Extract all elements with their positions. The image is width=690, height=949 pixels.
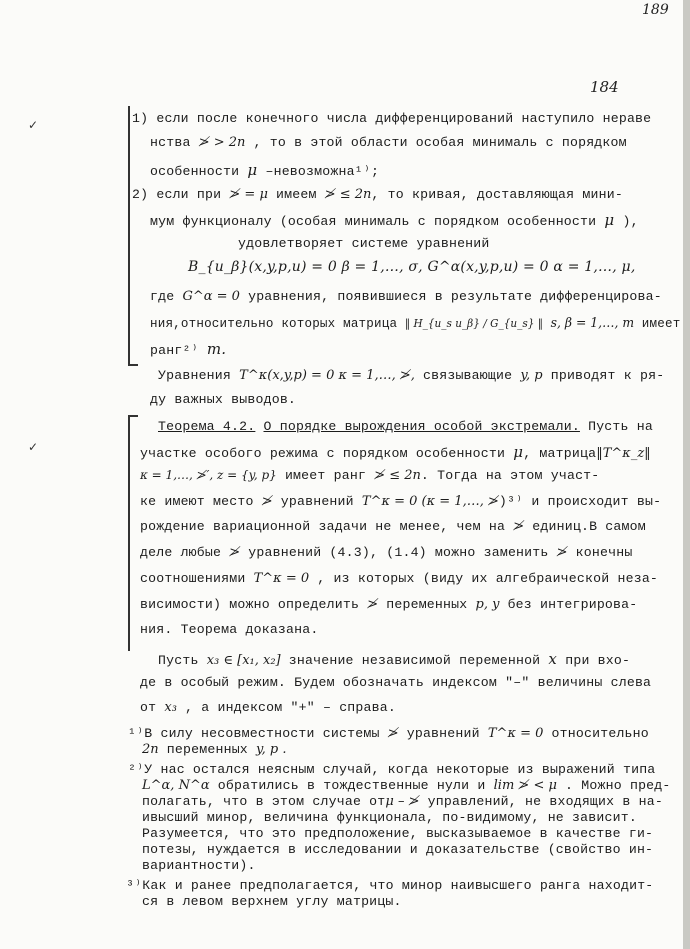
footnote-line: L^α, N^α обратились в тождественные нули и lim ≯ < μ . Можно пред- [142,778,671,793]
formula: T^κ = 0 [253,571,310,586]
formula: μ – ≯ [385,794,420,809]
footnote-line: ²⁾У нас остался неясным случай, когда некоторые из выражений типа [128,762,656,777]
formula: p, y [475,597,500,612]
formula: s, β = 1,…, m [550,316,635,331]
theorem-bracket [128,415,130,651]
text-line: Уравнения T^κ(x,y,p) = 0 κ = 1,…, ≯, связывающие y, p приводят к ря- [158,368,665,383]
text-line: ния. Теорема доказана. [140,622,319,637]
text-line: ду важных выводов. [150,392,297,407]
text-line: ке имеют место ≯ уравнений T^κ = 0 (κ = 1,…, ≯)³⁾ и происходит вы- [140,494,662,509]
formula: ≯ [261,494,273,509]
formula: ≯ [513,519,525,534]
footnote-line: ³⁾Как и ранее предполагается, что минор наивысшего ранга находит- [126,878,654,893]
formula: G^α = 0 [182,289,240,304]
margin-bracket-foot [128,364,138,366]
formula: ≯ = μ [229,187,268,202]
formula: m. [206,340,227,358]
formula: ‖ H_{u_s u_β} / G_{u_s} ‖ [404,317,543,330]
margin-bracket [128,106,130,366]
formula: ≯ > 2n [198,135,246,150]
formula: ≯ ≤ 2n [324,187,372,202]
equation: B_{u_β}(x,y,p,u) = 0 β = 1,…, σ, G^α(x,y,p,u) = 0 α = 1,…, μ, [188,259,636,275]
formula: y, p [520,368,543,383]
text-line: Пусть x₃ ∈ [x₁, x₂] значение независимой переменной x при вхо- [158,650,631,668]
text-line: де в особый режим. Будем обозначать индексом "–" величины слева [140,675,652,690]
formula: ≯ [556,545,568,560]
theorem-heading: Теорема 4.2. О порядке вырождения особой экстремали. Пусть на [158,419,653,434]
footnote-line: Разумеется, что это предположение, высказываемое в качестве ги- [142,826,654,841]
text-line: нства ≯ > 2n , то в этой области особая минималь с порядком [150,135,627,150]
text-line: удовлетворяет системе уравнений [238,236,490,251]
footnote-line: ивысший минор, величина функционала, по-видимому, не зависит. [142,810,637,825]
formula: T^κ(x,y,p) = 0 κ = 1,…, ≯, [239,368,415,383]
text-line: мум функционалу (особая минималь с порядком особенности μ ), [150,211,639,229]
footnote-line: ¹⁾В силу несовместности системы ≯ уравнений T^κ = 0 относительно [128,726,649,741]
text-line: где G^α = 0 уравнения, появившиеся в результате дифференцирова- [150,289,662,304]
formula: μ [513,443,524,461]
formula: ≯ [367,597,379,612]
formula: ≯ [387,726,399,741]
formula: y, p . [256,742,287,757]
footnote-line: 2n переменных y, p . [142,742,287,757]
formula: ‖T^κ_z‖ [596,446,651,461]
page-number: 184 [590,78,619,96]
theorem-bracket-top [128,415,138,417]
text-line: от x₃ , а индексом "+" – справа. [140,700,396,715]
text-line: соотношениями T^κ = 0 , из которых (виду их алгебраической неза- [140,571,659,586]
formula: κ = 1,…, ≯′, z = {y, p} [140,468,277,482]
formula: x [548,650,558,668]
footnote-line: вариантности). [142,858,256,873]
formula: x₃ ∈ [x₁, x₂] [206,653,281,668]
text-line: участке особого режима с порядком особенности μ, матрица‖T^κ_z‖ [140,443,651,461]
formula: 2n [142,742,159,757]
formula: μ [247,161,258,179]
page-edge [683,0,690,949]
formula: μ [604,211,615,229]
text-line: висимости) можно определить ≯ переменных p, y без интегрирова- [140,597,638,612]
text-line: 2) если при ≯ = μ имеем ≯ ≤ 2n, то кривая, доставляющая мини- [132,187,623,202]
text-line: деле любые ≯ уравнений (4.3), (1.4) можно заменить ≯ конечны [140,545,633,560]
formula: lim ≯ < μ [493,778,557,793]
formula: ≯ [229,545,241,560]
margin-mark: ✓ [28,440,39,454]
footnote-line: потезы, нуждается в исследовании и доказательстве (свойство ин- [142,842,654,857]
formula: T^κ = 0 [487,726,544,741]
formula: ≯ ≤ 2n [374,468,421,483]
formula: T^κ = 0 (κ = 1,…, ≯ [361,494,499,509]
footnote-line: ся в левом верхнем углу матрицы. [142,894,402,909]
footnote-line: полагать, что в этом случае отμ – ≯ управлений, не входящих в на- [142,794,663,809]
text-line: κ = 1,…, ≯′, z = {y, p} имеет ранг ≯ ≤ 2n. Тогда на этом участ- [140,468,600,483]
archive-page-number: 189 [642,2,669,18]
formula: L^α, N^α [142,778,210,793]
text-line: рождение вариационной задачи не менее, чем на ≯ единиц.В самом [140,519,646,534]
text-line: ранг²⁾ m. [150,340,227,358]
formula: x₃ [164,700,177,715]
margin-mark: ✓ [28,118,39,132]
text-line: 1) если после конечного числа дифференцирований наступило нераве [132,111,652,126]
text-line: особенности μ –невозможна¹⁾; [150,161,380,179]
text-line: ния,относительно которых матрица ‖ H_{u_s u_β} / G_{u_s} ‖ s, β = 1,…, m имеет [150,316,681,331]
